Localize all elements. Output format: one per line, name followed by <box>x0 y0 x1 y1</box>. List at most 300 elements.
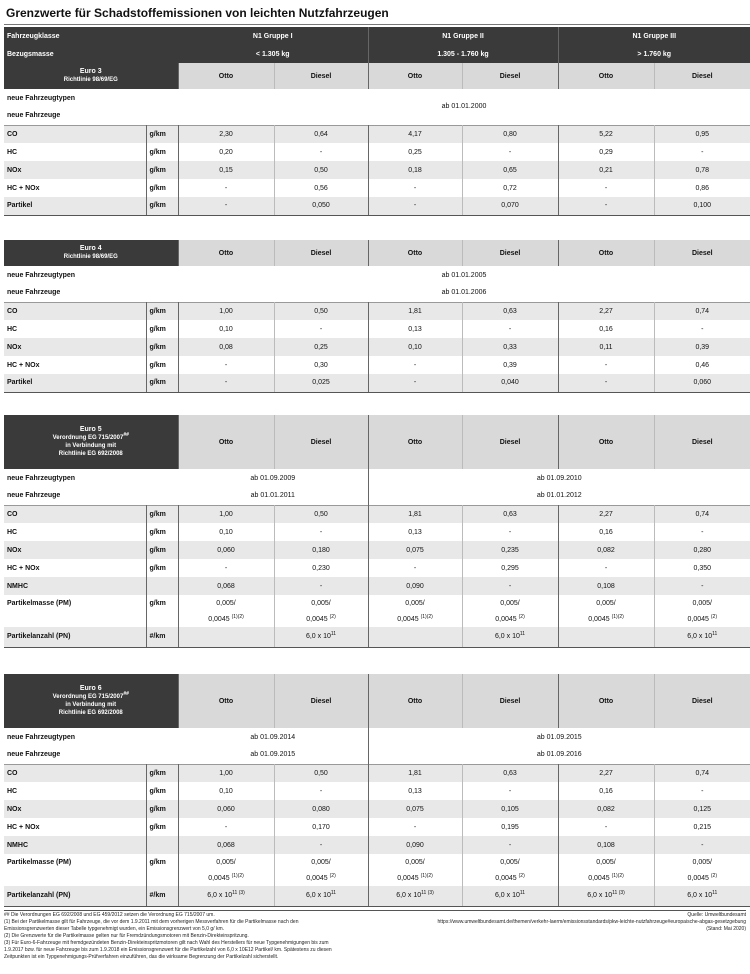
fuel-diesel: Diesel <box>274 674 368 728</box>
value-cell: - <box>178 818 274 836</box>
value-cell: 0,0045 $^{(1)(2)}$ <box>368 611 462 627</box>
table-row <box>4 559 750 577</box>
value-cell: 0,80 <box>462 125 558 143</box>
pollutant-label: NOx <box>4 541 146 559</box>
unit-label: g/km <box>146 338 178 356</box>
value-cell: - <box>558 818 654 836</box>
value-cell: 0,005/ <box>368 595 462 611</box>
pollutant-label: HC + NOx <box>4 179 146 197</box>
pollutant-label: HC <box>4 782 146 800</box>
value-cell: 0,46 <box>654 356 750 374</box>
footnote: (1) Bei der Partikelmasse gilt für Fahrzeuge, die vor dem 1.9.2011 mit dem vorherigen Messverfahren für die Partikelmasse nach den <box>4 919 299 925</box>
value-cell: 6,0 x $10^{11 (3)}$ <box>368 886 462 906</box>
value-cell: - <box>654 320 750 338</box>
value-cell: 2,27 <box>558 505 654 523</box>
empty-cell <box>4 870 146 886</box>
reference-mass-label: Bezugsmasse <box>4 45 178 63</box>
vehicle-class-label: Fahrzeugklasse <box>4 27 178 45</box>
value-cell: 0,060 <box>178 541 274 559</box>
value-cell: 0,100 <box>654 197 750 215</box>
value-cell: 0,08 <box>178 338 274 356</box>
value-cell: 0,0045 $^{(2)}$ <box>462 611 558 627</box>
fuel-diesel: Diesel <box>274 63 368 89</box>
footnote: Zeitpunkten ist ein Typgenehmigungs-Prüfverfahren einzuführen, das die wirksame Begrenzung der Partikelzahl sicherstellt. <box>4 954 279 960</box>
new-types-label: neue Fahrzeugtypen <box>4 469 178 487</box>
source-label: Quelle: Umweltbundesamt <box>687 912 746 918</box>
euro5-types-date-a: ab 01.09.2009 <box>178 469 368 487</box>
value-cell: - <box>274 782 368 800</box>
table-row <box>4 374 750 392</box>
footer-divider <box>4 910 746 911</box>
fuel-diesel: Diesel <box>274 240 368 266</box>
value-cell: 0,215 <box>654 818 750 836</box>
pollutant-label: Partikelmasse (PM) <box>4 595 146 611</box>
value-cell: - <box>368 356 462 374</box>
unit-label: g/km <box>146 179 178 197</box>
unit-label: g/km <box>146 161 178 179</box>
pollutant-label: Partikel <box>4 374 146 392</box>
value-cell: 0,95 <box>654 125 750 143</box>
value-cell: 0,082 <box>558 541 654 559</box>
unit-label: g/km <box>146 143 178 161</box>
unit-label: g/km <box>146 541 178 559</box>
value-cell: - <box>654 577 750 595</box>
pollutant-label: HC <box>4 523 146 541</box>
value-cell: 0,025 <box>274 374 368 392</box>
value-cell: 1,00 <box>178 764 274 782</box>
value-cell: 0,108 <box>558 836 654 854</box>
new-vehicles-label: neue Fahrzeuge <box>4 107 178 125</box>
value-cell: 0,180 <box>274 541 368 559</box>
pollutant-label: Partikel <box>4 197 146 215</box>
fuel-diesel: Diesel <box>654 63 750 89</box>
value-cell <box>558 627 654 647</box>
fuel-otto: Otto <box>558 240 654 266</box>
group3-name: N1 Gruppe III <box>558 27 750 45</box>
value-cell: 0,0045 $^{(1)(2)}$ <box>368 870 462 886</box>
fuel-diesel: Diesel <box>462 674 558 728</box>
value-cell: 6,0 x $10^{11}$ <box>654 627 750 647</box>
euro5-table <box>4 415 750 648</box>
value-cell: 0,170 <box>274 818 368 836</box>
value-cell: 0,005/ <box>462 854 558 870</box>
fuel-otto: Otto <box>368 415 462 469</box>
group2-name: N1 Gruppe II <box>368 27 558 45</box>
value-cell: 0,0045 $^{(2)}$ <box>274 870 368 886</box>
unit-label: g/km <box>146 800 178 818</box>
value-cell: 5,22 <box>558 125 654 143</box>
unit-label: g/km <box>146 356 178 374</box>
value-cell: 6,0 x $10^{11}$ <box>654 886 750 906</box>
value-cell: - <box>654 836 750 854</box>
value-cell: 0,195 <box>462 818 558 836</box>
value-cell: 0,295 <box>462 559 558 577</box>
value-cell: 0,50 <box>274 505 368 523</box>
value-cell: - <box>558 356 654 374</box>
value-cell: 0,0045 $^{(1)(2)}$ <box>558 611 654 627</box>
table-row <box>4 356 750 374</box>
value-cell: 0,280 <box>654 541 750 559</box>
value-cell: 0,63 <box>462 302 558 320</box>
source-date: (Stand: Mai 2020) <box>706 926 746 932</box>
value-cell: - <box>274 836 368 854</box>
table-row <box>4 505 750 523</box>
unit-label: g/km <box>146 302 178 320</box>
empty-cell <box>4 611 146 627</box>
euro5-label: Euro 5 Verordnung EG 715/2007## in Verbindung mit Richtlinie EG 692/2008 <box>4 415 178 469</box>
value-cell: 1,00 <box>178 505 274 523</box>
value-cell: 0,50 <box>274 161 368 179</box>
source-url[interactable]: https://www.umweltbundesamt.de/themen/verkehr-laerm/emissionsstandards/pkw-leichte-nutzfahrzeuge#europaische-abgas-gesetzgebung <box>437 919 746 925</box>
euro5-vehicles-date-a: ab 01.01.2011 <box>178 487 368 505</box>
value-cell: - <box>274 577 368 595</box>
value-cell: 0,060 <box>654 374 750 392</box>
euro6-table <box>4 674 750 907</box>
value-cell: - <box>558 374 654 392</box>
value-cell: 0,25 <box>368 143 462 161</box>
euro3-date: ab 01.01.2000 <box>178 89 750 125</box>
value-cell: - <box>178 374 274 392</box>
value-cell: 0,0045 $^{(1)(2)}$ <box>178 870 274 886</box>
euro5-types-date-b: ab 01.09.2010 <box>368 469 750 487</box>
value-cell: 4,17 <box>368 125 462 143</box>
value-cell: 2,27 <box>558 302 654 320</box>
value-cell: 0,18 <box>368 161 462 179</box>
value-cell: 0,005/ <box>368 854 462 870</box>
value-cell: 1,81 <box>368 764 462 782</box>
value-cell: - <box>462 320 558 338</box>
pollutant-label: CO <box>4 125 146 143</box>
value-cell: 0,10 <box>368 338 462 356</box>
value-cell: - <box>368 559 462 577</box>
table-row <box>4 854 750 870</box>
value-cell: - <box>462 836 558 854</box>
table-row <box>4 179 750 197</box>
value-cell: 0,108 <box>558 577 654 595</box>
value-cell: 0,070 <box>462 197 558 215</box>
table-row <box>4 338 750 356</box>
value-cell: - <box>178 559 274 577</box>
value-cell: 0,005/ <box>558 595 654 611</box>
euro4-table <box>4 240 750 393</box>
value-cell: 0,78 <box>654 161 750 179</box>
pollutant-label: NOx <box>4 338 146 356</box>
fuel-otto: Otto <box>558 415 654 469</box>
euro4-vehicles-date: ab 01.01.2006 <box>178 284 750 302</box>
fuel-otto: Otto <box>558 674 654 728</box>
fuel-otto: Otto <box>368 674 462 728</box>
value-cell: 0,125 <box>654 800 750 818</box>
pollutant-label: Partikelmasse (PM) <box>4 854 146 870</box>
value-cell: - <box>178 197 274 215</box>
unit-label: #/km <box>146 886 178 906</box>
empty-cell <box>146 870 178 886</box>
euro6-vehicles-date-b: ab 01.09.2016 <box>368 746 750 764</box>
pollutant-label: NOx <box>4 161 146 179</box>
table-row <box>4 302 750 320</box>
euro4-label: Euro 4 Richtlinie 98/69/EG <box>4 240 178 266</box>
value-cell: 0,005/ <box>274 854 368 870</box>
value-cell: - <box>178 179 274 197</box>
table-row <box>4 143 750 161</box>
value-cell: 0,11 <box>558 338 654 356</box>
pollutant-label: HC + NOx <box>4 818 146 836</box>
value-cell: 0,090 <box>368 577 462 595</box>
table-row <box>4 577 750 595</box>
value-cell: - <box>274 320 368 338</box>
value-cell: - <box>274 523 368 541</box>
value-cell: 0,005/ <box>654 595 750 611</box>
value-cell: 0,005/ <box>558 854 654 870</box>
value-cell: 0,72 <box>462 179 558 197</box>
value-cell: 0,29 <box>558 143 654 161</box>
pollutant-label: HC + NOx <box>4 559 146 577</box>
value-cell: 6,0 x $10^{11}$ <box>462 886 558 906</box>
value-cell: 0,090 <box>368 836 462 854</box>
value-cell: 0,20 <box>178 143 274 161</box>
value-cell: - <box>368 374 462 392</box>
new-types-label: neue Fahrzeugtypen <box>4 728 178 746</box>
value-cell: 0,040 <box>462 374 558 392</box>
source-note <box>438 912 747 933</box>
value-cell: - <box>558 179 654 197</box>
value-cell: 0,13 <box>368 523 462 541</box>
new-vehicles-label: neue Fahrzeuge <box>4 284 178 302</box>
unit-label: g/km <box>146 559 178 577</box>
table-row <box>4 818 750 836</box>
title-divider <box>4 24 750 25</box>
value-cell: 6,0 x $10^{11}$ <box>274 627 368 647</box>
table-row <box>4 161 750 179</box>
fuel-otto: Otto <box>368 63 462 89</box>
value-cell: 0,25 <box>274 338 368 356</box>
value-cell: 0,10 <box>178 782 274 800</box>
value-cell: - <box>462 577 558 595</box>
value-cell: 0,65 <box>462 161 558 179</box>
euro3-label: Euro 3 Richtlinie 98/69/EG <box>4 63 178 89</box>
new-vehicles-label: neue Fahrzeuge <box>4 487 178 505</box>
pollutant-label: HC + NOx <box>4 356 146 374</box>
value-cell: 6,0 x $10^{11 (3)}$ <box>178 886 274 906</box>
footnote: (3) Für Euro-6-Fahrzeuge mit fremdgezündeten Benzin-Direkteinspritzmotoren gilt nach Wahl des Herstellers für neue Typgenehmigungen bis zum <box>4 940 329 946</box>
table-row <box>4 595 750 611</box>
group1-mass: < 1.305 kg <box>178 45 368 63</box>
euro6-types-date-b: ab 01.09.2015 <box>368 728 750 746</box>
value-cell: - <box>462 143 558 161</box>
fuel-diesel: Diesel <box>654 674 750 728</box>
fuel-diesel: Diesel <box>462 63 558 89</box>
new-types-label: neue Fahrzeugtypen <box>4 89 178 107</box>
value-cell: 1,81 <box>368 302 462 320</box>
table-row <box>4 782 750 800</box>
fuel-otto: Otto <box>178 63 274 89</box>
value-cell <box>368 627 462 647</box>
value-cell: 0,10 <box>178 320 274 338</box>
table-row <box>4 523 750 541</box>
value-cell: 0,16 <box>558 320 654 338</box>
value-cell: 0,005/ <box>274 595 368 611</box>
value-cell: - <box>368 179 462 197</box>
value-cell: 0,005/ <box>654 854 750 870</box>
euro4-types-date: ab 01.01.2005 <box>178 266 750 284</box>
unit-label: g/km <box>146 197 178 215</box>
value-cell: - <box>462 782 558 800</box>
value-cell: 0,13 <box>368 320 462 338</box>
table-row <box>4 836 750 854</box>
value-cell: 0,56 <box>274 179 368 197</box>
value-cell: 0,005/ <box>178 595 274 611</box>
value-cell: 0,0045 $^{(2)}$ <box>274 611 368 627</box>
euro5-vehicles-date-b: ab 01.01.2012 <box>368 487 750 505</box>
table-row <box>4 870 750 886</box>
value-cell: 0,50 <box>274 764 368 782</box>
page-title: Grenzwerte für Schadstoffemissionen von leichten Nutzfahrzeugen <box>6 6 389 20</box>
unit-label: g/km <box>146 595 178 611</box>
value-cell: 0,15 <box>178 161 274 179</box>
unit-label: g/km <box>146 374 178 392</box>
pollutant-label: CO <box>4 302 146 320</box>
value-cell: - <box>462 523 558 541</box>
euro6-types-date-a: ab 01.09.2014 <box>178 728 368 746</box>
group2-mass: 1.305 - 1.760 kg <box>368 45 558 63</box>
value-cell: 0,235 <box>462 541 558 559</box>
value-cell: 1,00 <box>178 302 274 320</box>
value-cell: 0,230 <box>274 559 368 577</box>
value-cell: 0,64 <box>274 125 368 143</box>
fuel-otto: Otto <box>558 63 654 89</box>
unit-label <box>146 836 178 854</box>
fuel-diesel: Diesel <box>274 415 368 469</box>
unit-label: g/km <box>146 764 178 782</box>
value-cell: 0,10 <box>178 523 274 541</box>
pollutant-label: NMHC <box>4 577 146 595</box>
value-cell: - <box>558 197 654 215</box>
value-cell: 0,068 <box>178 836 274 854</box>
value-cell: - <box>654 782 750 800</box>
value-cell: 0,005/ <box>462 595 558 611</box>
table-row <box>4 197 750 215</box>
value-cell: 1,81 <box>368 505 462 523</box>
value-cell: - <box>368 197 462 215</box>
table-row <box>4 611 750 627</box>
unit-label: g/km <box>146 505 178 523</box>
value-cell: 0,21 <box>558 161 654 179</box>
new-types-label: neue Fahrzeugtypen <box>4 266 178 284</box>
pollutant-label: Partikelanzahl (PN) <box>4 627 146 647</box>
value-cell: 0,075 <box>368 800 462 818</box>
value-cell: 0,075 <box>368 541 462 559</box>
table-row <box>4 764 750 782</box>
value-cell: 0,005/ <box>178 854 274 870</box>
value-cell: 0,16 <box>558 782 654 800</box>
fuel-otto: Otto <box>178 674 274 728</box>
value-cell: 0,33 <box>462 338 558 356</box>
unit-label: g/km <box>146 320 178 338</box>
euro3-table <box>4 27 750 216</box>
group3-mass: > 1.760 kg <box>558 45 750 63</box>
euro6-label: Euro 6 Verordnung EG 715/2007## in Verbindung mit Richtlinie EG 692/2008 <box>4 674 178 728</box>
empty-cell <box>146 611 178 627</box>
value-cell: - <box>654 523 750 541</box>
group1-name: N1 Gruppe I <box>178 27 368 45</box>
value-cell: - <box>368 818 462 836</box>
pollutant-label: CO <box>4 505 146 523</box>
table-row <box>4 320 750 338</box>
unit-label: g/km <box>146 854 178 870</box>
pollutant-label: HC <box>4 320 146 338</box>
table-row <box>4 886 750 906</box>
fuel-diesel: Diesel <box>654 415 750 469</box>
fuel-diesel: Diesel <box>654 240 750 266</box>
pollutant-label: CO <box>4 764 146 782</box>
value-cell: 0,105 <box>462 800 558 818</box>
value-cell: 6,0 x $10^{11}$ <box>274 886 368 906</box>
value-cell: 0,63 <box>462 505 558 523</box>
fuel-otto: Otto <box>178 240 274 266</box>
new-vehicles-label: neue Fahrzeuge <box>4 746 178 764</box>
value-cell: 6,0 x $10^{11}$ <box>462 627 558 647</box>
pollutant-label: HC <box>4 143 146 161</box>
value-cell: 0,74 <box>654 505 750 523</box>
value-cell: 0,39 <box>462 356 558 374</box>
value-cell: 0,13 <box>368 782 462 800</box>
value-cell: 0,16 <box>558 523 654 541</box>
unit-label: g/km <box>146 523 178 541</box>
value-cell: - <box>178 356 274 374</box>
footnote: ## Die Verordnungen EG 692/2008 und EG 459/2012 setzen die Verordnung EG 715/2007 um. <box>4 912 215 918</box>
footnote: Emissionsgrenzwerten dieser Tabelle typgenehmigt wurden, ein Emissionsgrenzwert von 5,0 g/ km. <box>4 926 225 932</box>
value-cell: 0,63 <box>462 764 558 782</box>
pollutant-label: NMHC <box>4 836 146 854</box>
fuel-otto: Otto <box>178 415 274 469</box>
value-cell: - <box>654 143 750 161</box>
value-cell: 0,0045 $^{(2)}$ <box>462 870 558 886</box>
value-cell: 0,74 <box>654 764 750 782</box>
value-cell: 6,0 x $10^{11 (3)}$ <box>558 886 654 906</box>
value-cell: 0,0045 $^{(2)}$ <box>654 611 750 627</box>
value-cell: 0,74 <box>654 302 750 320</box>
fuel-diesel: Diesel <box>462 415 558 469</box>
fuel-otto: Otto <box>368 240 462 266</box>
value-cell: - <box>558 559 654 577</box>
table-row <box>4 541 750 559</box>
value-cell: 0,082 <box>558 800 654 818</box>
pollutant-label: NOx <box>4 800 146 818</box>
unit-label: g/km <box>146 818 178 836</box>
table-row <box>4 627 750 647</box>
value-cell: 0,350 <box>654 559 750 577</box>
euro6-vehicles-date-a: ab 01.09.2015 <box>178 746 368 764</box>
value-cell <box>178 627 274 647</box>
unit-label: #/km <box>146 627 178 647</box>
footnote: (2) Die Grenzwerte für die Partikelmasse gelten nur für Fremdzündungsmotoren mit Benzin-Direkteinspritzung. <box>4 933 249 939</box>
unit-label <box>146 577 178 595</box>
unit-label: g/km <box>146 782 178 800</box>
unit-label: g/km <box>146 125 178 143</box>
value-cell: 0,068 <box>178 577 274 595</box>
table-row <box>4 125 750 143</box>
value-cell: 0,39 <box>654 338 750 356</box>
fuel-diesel: Diesel <box>462 240 558 266</box>
value-cell: 0,060 <box>178 800 274 818</box>
pollutant-label: Partikelanzahl (PN) <box>4 886 146 906</box>
value-cell: - <box>274 143 368 161</box>
value-cell: 2,27 <box>558 764 654 782</box>
value-cell: 0,50 <box>274 302 368 320</box>
value-cell: 0,080 <box>274 800 368 818</box>
table-row <box>4 800 750 818</box>
value-cell: 2,30 <box>178 125 274 143</box>
